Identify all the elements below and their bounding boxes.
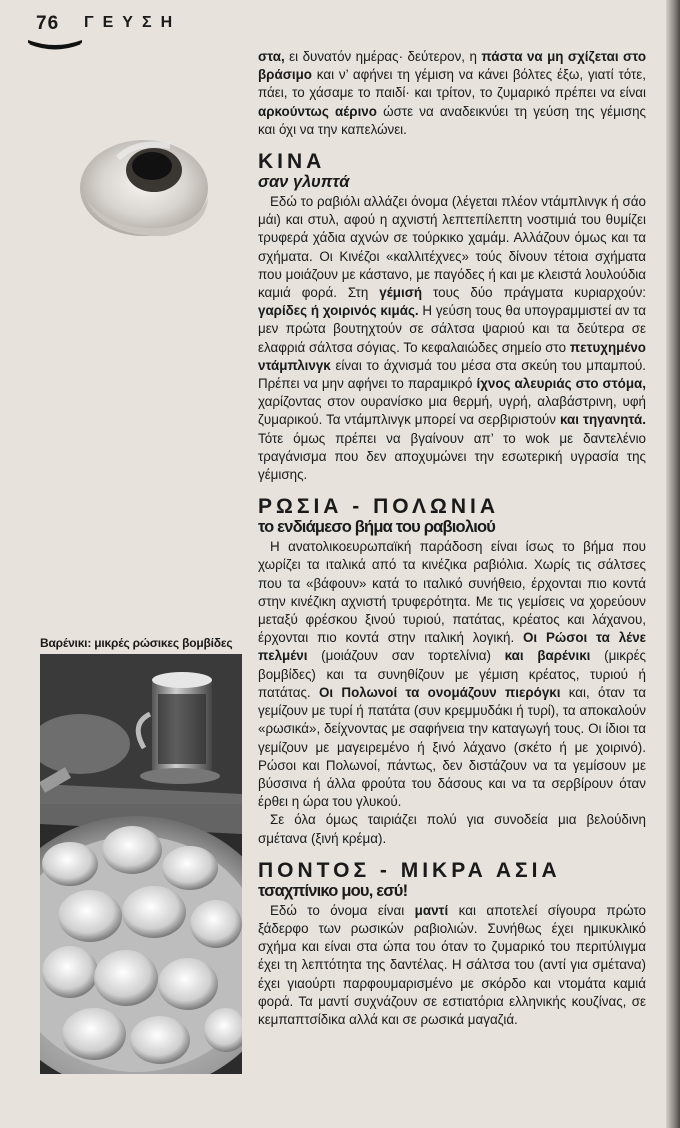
intro-paragraph — [258, 48, 646, 139]
vareniki-photo-graphic — [40, 654, 242, 1074]
header-swoosh-graphic — [28, 34, 82, 50]
intro-bold-2: πάστα να μη σχίζεται στο βράσιμο — [258, 49, 647, 83]
page-edge-shadow — [666, 0, 680, 1128]
china-text-3: Η γεύση τους θα υπογραμμιστεί αν τα μεν πρώτα βουτηχτούν σε σάλτσα ψαριού και τα δεύτερα σε ελαφριά σάλτσα σόγιας. Το κεφαλαιώδες σημείο στο — [258, 303, 646, 355]
russia-text-2: (μοιάζουν σαν τορτελίνια) — [307, 648, 505, 664]
russia-bold-1: Οι Ρώσοι τα λένε πελμένι — [258, 630, 646, 664]
photo-caption: Βαρένικι: μικρές ρώσικες βομβίδες — [40, 636, 233, 650]
china-text-4: είναι το άχνισμά του μέσα στα σκεύη του μπαμπού. Πρέπει να μην αφήνει το παραμικρό — [258, 357, 646, 392]
russia-text-4: και, όταν τα γεμίζουν με τυρί ή πατάτα (συν κρεμμυδάκι ή τυρί), τα αποκαλούν «ρωσικά», δείχνοντας με σαφήνεια την καταγωγή τους. Οι ίδιοι τα γεμίζουν με μαγειρεμένο ή ξινό λάχανο (σκέτο ή με χοιρινό). Ρώσοι και Πολωνοί, πάντως, δεν διστάζουν να τα γεμίσουν με βύσσινα ή άλλα φρούτα του δάσους και να τα σερβίρουν όταν έρθει η ώρα του γλυκού. — [258, 684, 647, 810]
china-bold-4: ίχνος αλευριάς στο στόμα, — [476, 376, 646, 392]
china-text-5: χαρίζοντας στον ουρανίσκο μια θερμή, υγρή, αλαβάστρινη, υφή ζυμαρικού. Τα ντάμπλινγκ μπορεί να σερβιριστούν — [258, 394, 646, 428]
russia-text-3: (μικρές βομβίδες) και τα συνηθίζουν με γέμιση κρέατος, τυριού ή πατάτας. — [258, 648, 647, 700]
section-title-pontos: ΠΟΝΤΟΣ - ΜΙΚΡΑ ΑΣΙΑ — [258, 858, 561, 882]
russia-text-1: Η ανατολικοευρωπαϊκή παράδοση είναι ίσως το βήμα που χωρίζει τα ιταλικά από τα κινέζικα ραβιόλια. Χωρίς τις σάλτσες που τα «βάφουν» κατά το ιταλικό συνήθειο, έρχονται πιο κοντά στην κινέζικη αχνιστή τρυφερότητα. Με τις γεμίσεις να χορεύουν μεταξύ φρέσκου ξινού τυριού, πατάτας, κρέατος και λάχανου, έρχονται πιο κοντά στην ιταλική λογική. — [258, 539, 646, 646]
pontos-paragraph — [258, 902, 646, 1029]
pontos-text-1: Εδώ το όνομα είναι — [270, 902, 415, 918]
section-subtitle-pontos: τσαχπίνικο μου, εσύ! — [258, 881, 408, 900]
china-bold-1: γέμισή — [379, 285, 423, 301]
russia-paragraph-2: Σε όλα όμως ταιριάζει πολύ για συνοδεία μια βελούδινη σμέτανα (ξινή κρέμα). — [258, 812, 646, 846]
intro-bold-1: στα, — [258, 49, 285, 64]
russia-bold-2: και βαρένικι — [504, 648, 591, 664]
vareniki-photo — [40, 654, 242, 1074]
pontos-bold-1: μαντί — [414, 902, 449, 918]
section-title-russia: ΡΩΣΙΑ - ΠΟΛΩΝΙΑ — [258, 495, 500, 519]
china-bold-5: και τηγανητά. — [559, 412, 646, 428]
russia-paragraph-1 — [258, 538, 646, 811]
china-bold-2: γαρίδες ή χοιρινός κιμάς. — [258, 303, 419, 319]
china-paragraph — [258, 193, 646, 484]
page-header — [28, 10, 228, 50]
russia-bold-3: Οι Πολωνοί τα ονομάζουν πιερόγκι — [318, 684, 561, 700]
china-text-2: τους δύο πράγματα κυριαρχούν: — [422, 285, 647, 301]
article-body — [258, 48, 646, 1029]
section-title-china: ΚΙΝΑ — [258, 150, 326, 174]
intro-text-2: και ν’ αφήνει τη γέμιση να κάνει βόλτες έξω, γιατί τότε, πάει, το χάσαμε το παιδί· και τρίτον, το ζυμαρικό πρέπει να είναι — [258, 67, 646, 101]
section-subtitle-china: σαν γλυπτά — [258, 173, 350, 192]
intro-text-3: ώστε να αναδεικνύει τη γεύση της γέμισης και όχι να την καπελώνει. — [258, 103, 647, 137]
china-text-6: Τότε όμως πρέπει να βγαίνουν απ’ το wok με δαντελένιο τραγάνισμα που δεν αποχυμώνει την εσωτερική υγρασία της γέμισης. — [258, 430, 646, 483]
pontos-text-2: και αποτελεί σίγουρα πρώτο ξάδερφο των ρωσικών ραβιολιών. Συνήθως έχει ημικυκλικό σχήμα και είναι στα ώπα του όταν το ζυμαρικό του περιτύλιγμα έχει τη λεπτότητα της δαντέλας. Η σάλτσα του (αντί για σμέτανα) έχει γιαούρτι παρφουμαρισμένο με σκόρδο και ντομάτα καμιά φορά. Τα μαντί συχνάζουν σε εστιατόρια ελληνικής κουζίνας, σε κεμπαπτσίδικα αλλά και σε ρωσικά μαγαζιά. — [258, 902, 646, 1027]
china-bold-3: πετυχημένο ντάμπλινγκ — [258, 339, 646, 373]
china-text-1: Εδώ το ραβιόλι αλλάζει όνομα (λέγεται πλέον ντάμπλινγκ ή σάο μάι) και στυλ, αφού η αχνιστή λεπτεπίλεπτη νοστιμιά του θυμίζει τρυφερά χάδια αχνών σε τούρκικο χαμάμ. Αλλάζουν όμως και τα σχήματα. Οι Κινέζοι «καλλιτέχνες» τούς δίνουν τέτοια σχήματα που μοιάζουν με κάστανο, με παγόδες ή και με κλειστά λουλούδια καμιά φορά. Στη — [258, 194, 646, 301]
section-name: ΓΕΥΣΗ — [84, 14, 182, 31]
intro-text-1: ει δυνατόν ημέρας· δεύτερον, η — [284, 49, 482, 64]
intro-bold-3: αρκούντως αέρινο — [258, 103, 377, 119]
page-number: 76 — [36, 13, 60, 34]
section-subtitle-russia: το ενδιάμεσο βήμα του ραβιολιού — [258, 518, 496, 537]
tortellini-photo — [66, 118, 216, 246]
